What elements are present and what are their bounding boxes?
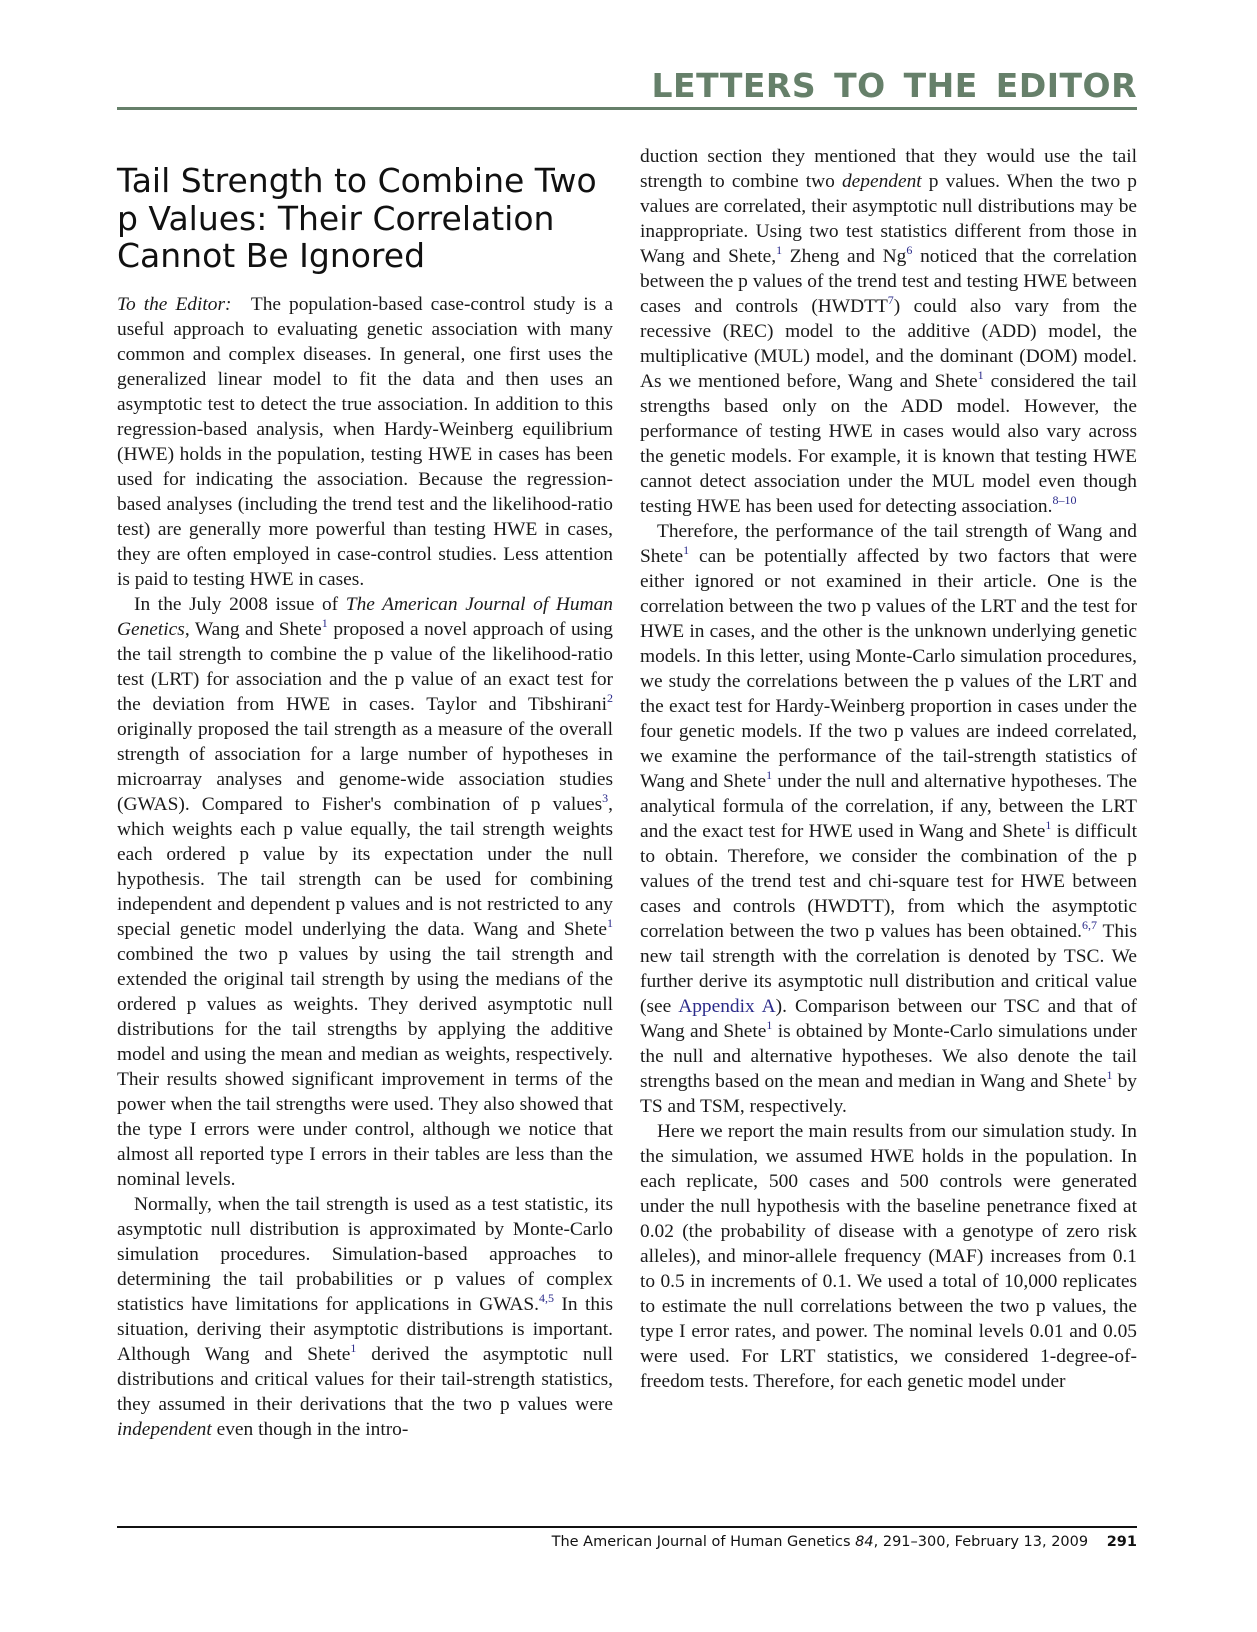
paragraph: In the July 2008 issue of The American Journal of Human Genetics, Wang and Shete$^1$ proposed a novel approach of using the tail strength to combine the p value of the likelihood-ratio test (LRT) for association and the p value of an exact test for the deviation from HWE in cases. Taylor and Tibshirani$^2$ originally proposed the tail strength as a measure of the overall strength of association for a large number of hypotheses in microarray analyses and genome-wide association studies (GWAS). Compared to Fisher's combination of p values$^3$, which weights each p value equally, the tail strength weights each ordered p value by its expectation under the null hypothesis. The tail strength can be used for combining independent and dependent p values and is not restricted to any special genetic model underlying the data. Wang and Shete$^1$ combined the two p values by using the tail strength and extended the original tail strength by using the medians of the ordered p values as weights. They derived asymptotic null distributions for the tail strengths by applying the additive model and using the mean and median as weights, respectively. Their results showed significant improvement in terms of the power when the tail strengths were used. They also showed that the type I errors were under control, although we notice that almost all reported type I errors in their tables are less than the nominal levels. [117,594,613,1190]
paragraph: duction section they mentioned that they would use the tail strength to combine two dependent p values. When the two p values are correlated, their asymptotic null distributions may be inappropriate. Using two test statistics different from those in Wang and Shete,$^1$ Zheng and Ng$^6$ noticed that the correlation between the p values of the trend test and testing HWE between cases and controls (HWDTT$^7$) could also vary from the recessive (REC) model to the additive (ADD) model, the multiplicative (MUL) model, and the dominant (DOM) model. As we mentioned before, Wang and Shete$^1$ considered the tail strengths based only on the ADD model. However, the performance of testing HWE in cases would also vary across the genetic models. For example, it is known that testing HWE cannot detect association under the MUL model even though testing HWE has been used for detecting association.$^{8-10}$ [640,146,1138,517]
header-rule [117,107,1137,110]
page-footer [552,1534,1137,1550]
pages-and-date: , 291–300, February 13, 2009 [873,1534,1089,1550]
lead-in: To the Editor: [117,294,232,315]
citation-link[interactable]: 6 [906,242,913,257]
paragraph: Therefore, the performance of the tail strength of Wang and Shete$^1$ can be potentially affected by two factors that were either ignored or not examined in their article. One is the correlation between the two p values of the LRT and the test for HWE in cases, and the other is the unknown underlying genetic models. In this letter, using Monte-Carlo simulation procedures, we study the correlations between the p values of the LRT and the exact test for Hardy-Weinberg proportion in cases under the four genetic models. If the two p values are indeed correlated, we examine the performance of the tail-strength statistics of Wang and Shete$^1$ under the null and alternative hypotheses. The analytical formula of the correlation, if any, between the LRT and the exact test for HWE used in Wang and Shete$^1$ is difficult to obtain. Therefore, we consider the combination of the p values of the trend test and chi-square test for HWE between cases and controls (HWDTT), from which the asymptotic correlation between the two p values has been obtained.$^{6,7}$ This new tail strength with the correlation is denoted by TSC. We further derive its asymptotic null distribution and critical value (see Appendix A). Comparison between our TSC and that of Wang and Shete$^1$ is obtained by Monte-Carlo simulations under the null and alternative hypotheses. We also denote the tail strengths based on the mean and median in Wang and Shete$^1$ by TS and TSM, respectively. [640,521,1138,1117]
section-title: LETTERS TO THE EDITOR [651,66,1137,105]
citation-link[interactable]: 3 [602,790,609,805]
article-title: Tail Strength to Combine Two p Values: Their Correlation Cannot Be Ignored [117,161,597,276]
citation-link[interactable]: 1 [1045,817,1052,832]
citation-link[interactable]: 4,5 [539,1290,554,1305]
citation-link[interactable]: 1 [776,242,783,257]
section-header [117,64,1137,108]
citation-link[interactable]: 1 [321,615,328,630]
journal-volume: 84 [855,1534,874,1550]
citation-link[interactable]: 1 [1106,1067,1113,1082]
right-column [640,144,1137,1394]
footer-rule [117,1526,1137,1528]
citation-link[interactable]: 2 [607,690,613,705]
italic-text: dependent [841,171,922,192]
citation-link[interactable]: 1 [766,767,773,782]
paragraph: To the Editor: The population-based case-control study is a useful approach to evaluating genetic association with many common and complex diseases. In general, one first uses the generalized linear model to fit the data and then uses an asymptotic test to detect the true association. In addition to this regression-based analysis, when Hardy-Weinberg equilibrium (HWE) holds in the population, testing HWE in cases has been used for indicating the association. Because the regression-based analyses (including the trend test and the likelihood-ratio test) are generally more powerful than testing HWE in cases, they are often employed in case-control studies. Less attention is paid to testing HWE in cases. [117,294,613,590]
citation-link[interactable]: 8–10 [1052,492,1077,507]
journal-name: The American Journal of Human Genetics [551,1534,851,1550]
appendix-link[interactable]: Appendix A [678,996,776,1017]
italic-text: The American Journal of Human Genetics [117,594,613,640]
citation-link[interactable]: 1 [683,542,690,557]
paragraph: Normally, when the tail strength is used as a test statistic, its asymptotic null distribution is approximated by Monte-Carlo simulation procedures. Simulation-based approaches to determining the tail probabilities or p values of complex statistics have limitations for applications in GWAS.$^{4,5}$ In this situation, deriving their asymptotic distributions is important. Although Wang and Shete$^1$ derived the asymptotic null distributions and critical values for their tail-strength statistics, they assumed in their derivations that the two p values were independent even though in the intro- [117,1194,613,1440]
citation-link[interactable]: 7 [887,292,894,307]
italic-text: independent [117,1419,212,1440]
citation-link[interactable]: 1 [607,915,613,930]
citation-link[interactable]: 1 [977,367,984,382]
page-number: 291 [1106,1534,1137,1550]
citation-link[interactable]: 6,7 [1081,917,1097,932]
citation-link[interactable]: 1 [766,1017,773,1032]
left-column [117,292,613,1442]
paragraph: Here we report the main results from our simulation study. In the simulation, we assumed HWE holds in the population. In each replicate, 500 cases and 500 controls were generated under the null hypothesis with the baseline penetrance fixed at 0.02 (the probability of disease with a genotype of zero risk alleles), and minor-allele frequency (MAF) increases from 0.1 to 0.5 in increments of 0.1. We used a total of 10,000 replicates to estimate the null correlations between the two p values, the type I error rates, and power. The nominal levels 0.01 and 0.05 were used. For LRT statistics, we considered 1-degree-of-freedom tests. Therefore, for each genetic model under [640,1121,1137,1392]
citation-link[interactable]: 1 [350,1340,357,1355]
